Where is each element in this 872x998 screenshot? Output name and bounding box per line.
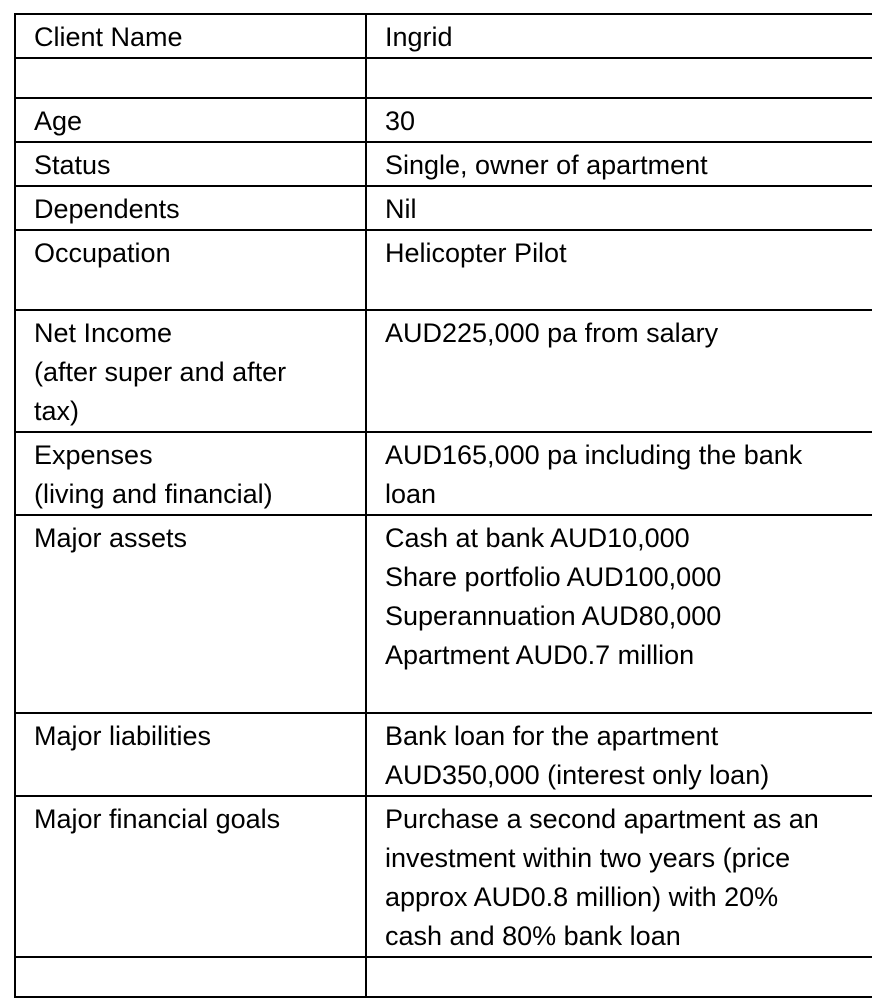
table-row-status bbox=[15, 142, 872, 186]
value-client-name: Ingrid bbox=[366, 14, 872, 58]
table-row-major-financial-goals bbox=[15, 796, 872, 957]
value-age: 30 bbox=[366, 98, 872, 142]
value-dependents: Nil bbox=[366, 186, 872, 230]
value-occupation: Helicopter Pilot bbox=[366, 230, 872, 310]
value-major-financial-goals: Purchase a second apartment as an investment within two years (price approx AUD0.8 million) with 20% cash and 80% bank loan bbox=[366, 796, 872, 957]
table-row-expenses bbox=[15, 432, 872, 515]
value-empty-top bbox=[366, 58, 872, 98]
table-row-major-assets bbox=[15, 515, 872, 713]
value-net-income: AUD225,000 pa from salary bbox=[366, 310, 872, 432]
label-expenses: Expenses (living and financial) bbox=[15, 432, 366, 515]
table-row-occupation bbox=[15, 230, 872, 310]
label-major-assets: Major assets bbox=[15, 515, 366, 713]
label-empty-bottom bbox=[15, 957, 366, 997]
label-status: Status bbox=[15, 142, 366, 186]
label-major-financial-goals: Major financial goals bbox=[15, 796, 366, 957]
label-net-income: Net Income (after super and after tax) bbox=[15, 310, 366, 432]
label-major-liabilities: Major liabilities bbox=[15, 713, 366, 796]
table-row-age bbox=[15, 98, 872, 142]
table-row-empty-top bbox=[15, 58, 872, 98]
table-row-major-liabilities bbox=[15, 713, 872, 796]
table-row-net-income bbox=[15, 310, 872, 432]
value-major-assets: Cash at bank AUD10,000 Share portfolio AUD100,000 Superannuation AUD80,000 Apartment AUD0.7 million bbox=[366, 515, 872, 713]
label-age: Age bbox=[15, 98, 366, 142]
label-empty-top bbox=[15, 58, 366, 98]
value-empty-bottom bbox=[366, 957, 872, 997]
table-row-client-name bbox=[15, 14, 872, 58]
table-row-empty-bottom bbox=[15, 957, 872, 997]
value-status: Single, owner of apartment bbox=[366, 142, 872, 186]
value-expenses: AUD165,000 pa including the bank loan bbox=[366, 432, 872, 515]
label-dependents: Dependents bbox=[15, 186, 366, 230]
client-profile-table bbox=[14, 13, 872, 998]
label-client-name: Client Name bbox=[15, 14, 366, 58]
value-major-liabilities: Bank loan for the apartment AUD350,000 (interest only loan) bbox=[366, 713, 872, 796]
label-occupation: Occupation bbox=[15, 230, 366, 310]
table-row-dependents bbox=[15, 186, 872, 230]
